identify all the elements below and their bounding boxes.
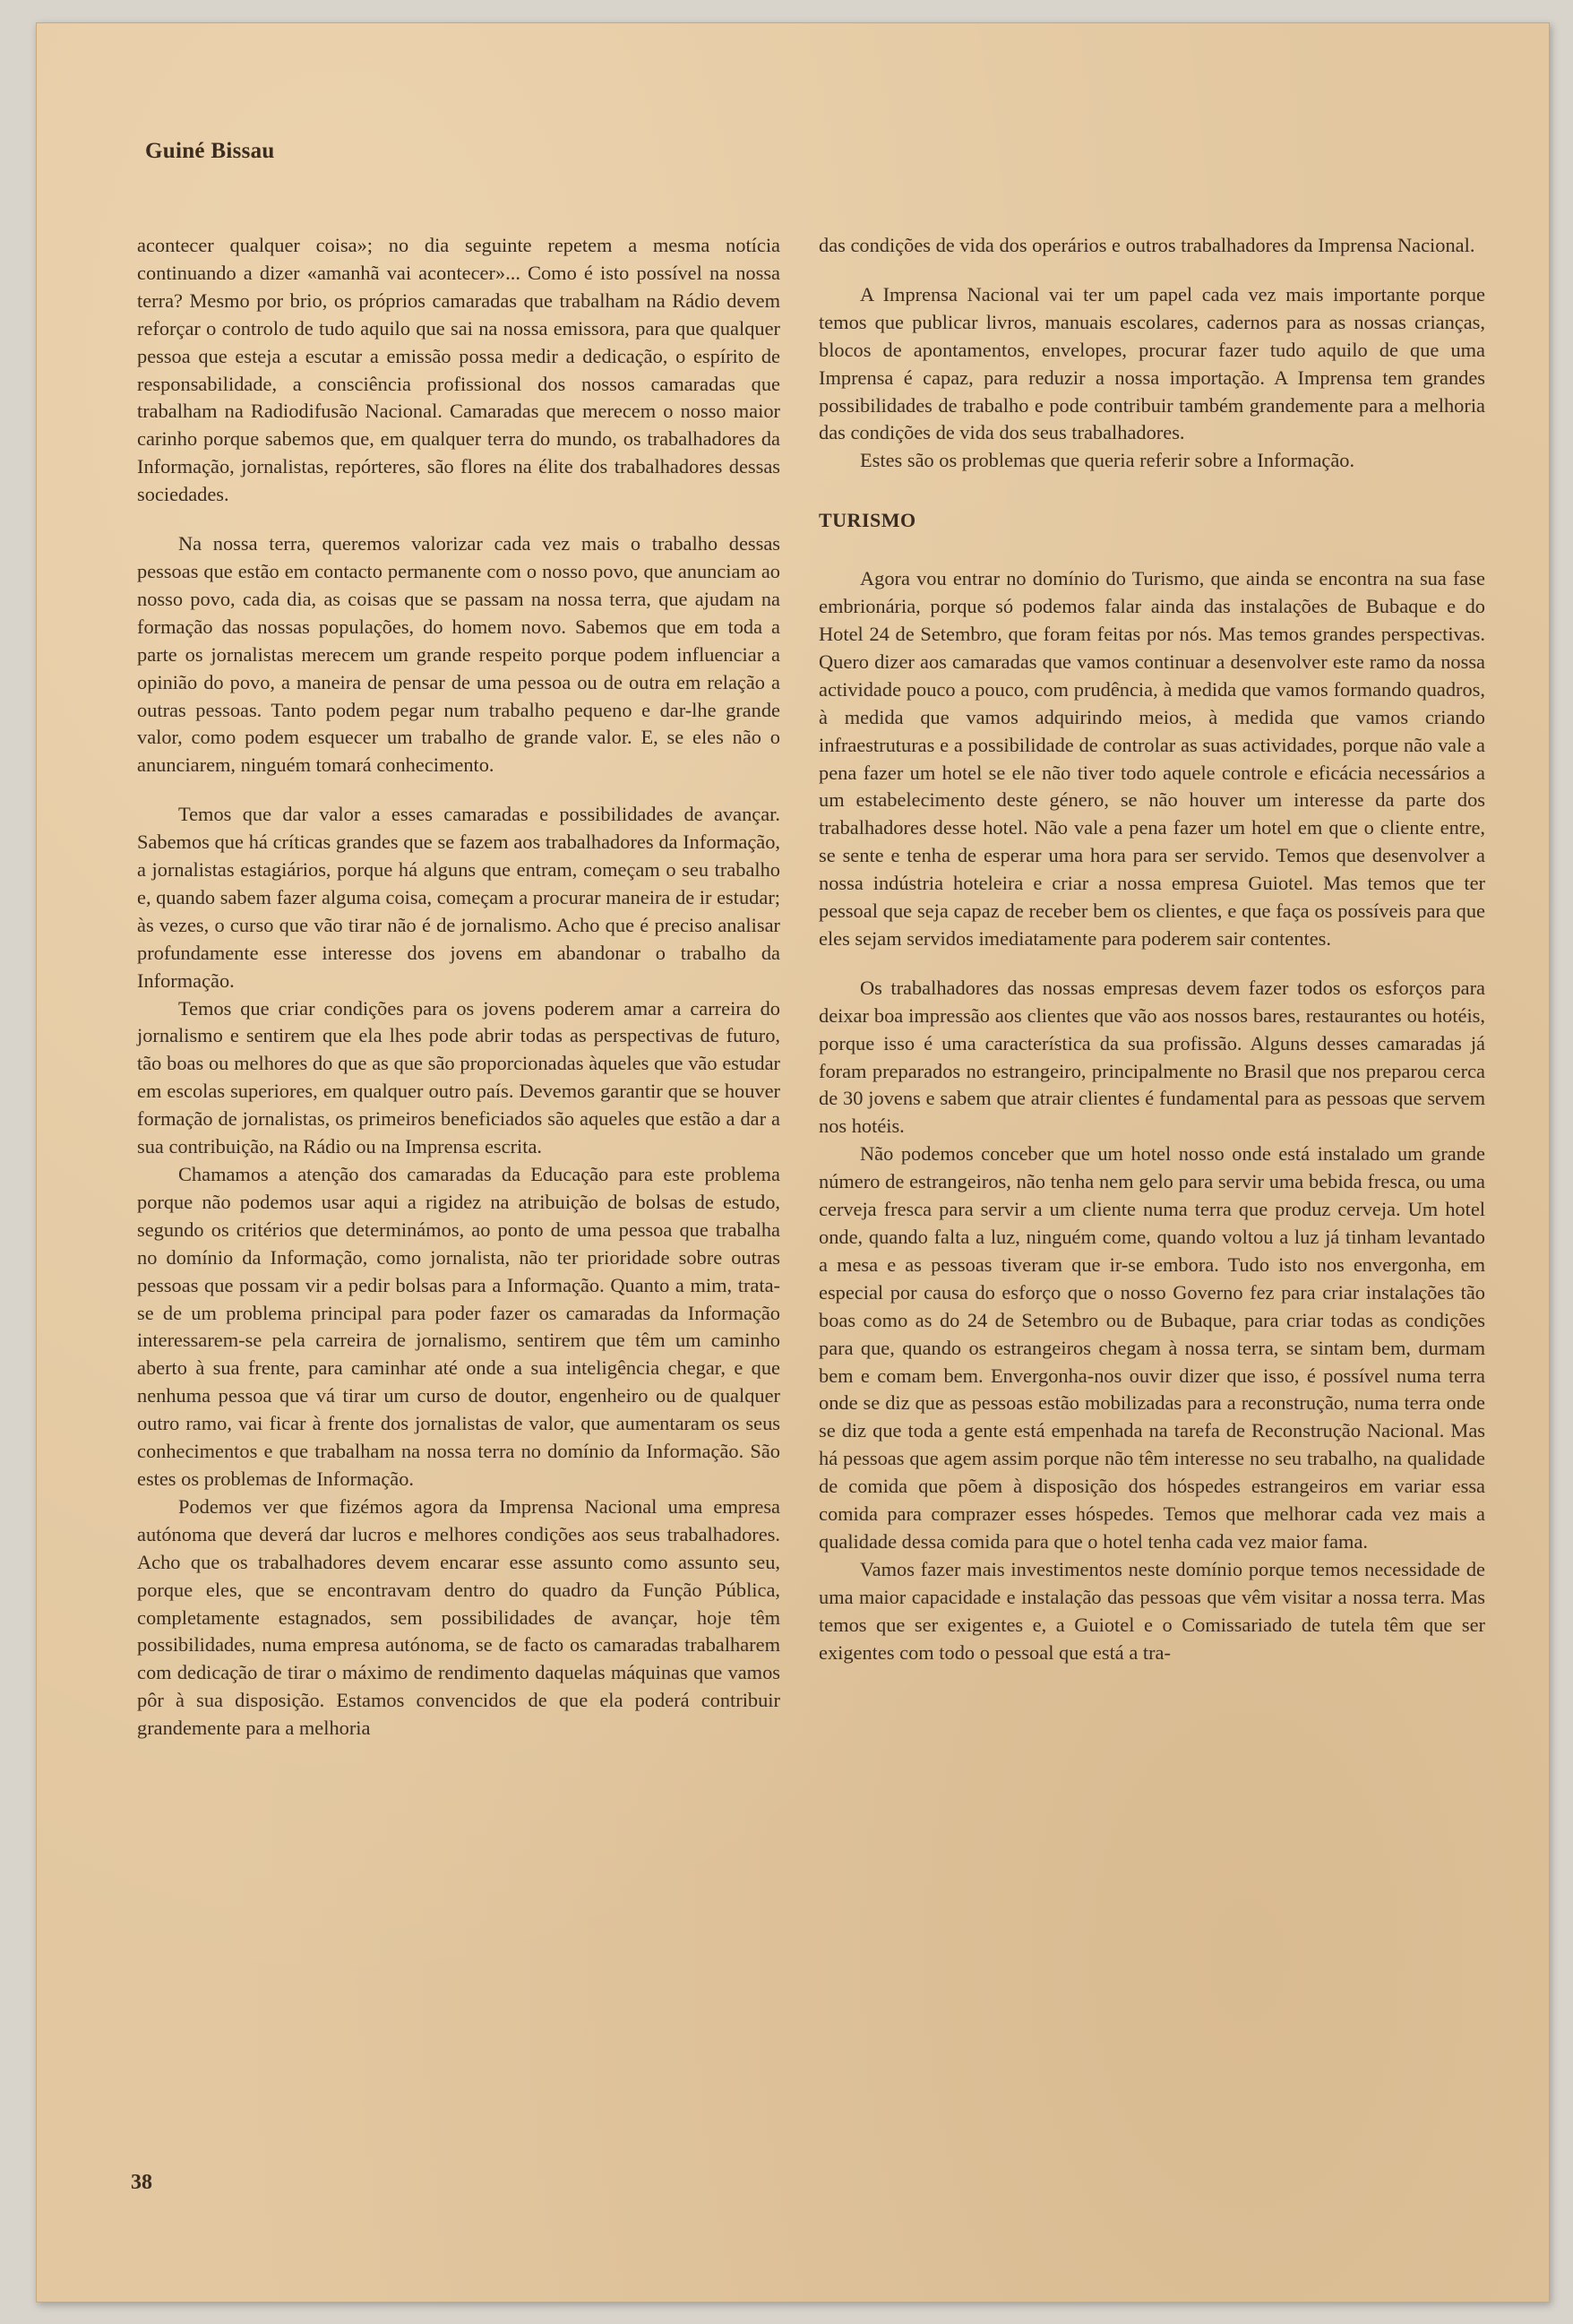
paragraph: acontecer qualquer coisa»; no dia seguinte repetem a mesma notícia continuando a dizer «amanhã vai acontecer»... Como é isto possível na nossa terra? Mesmo por brio, os próprios camaradas que trabalham na Rádio devem reforçar o controlo de tudo aquilo que sai na nossa emissora, para que qualquer pessoa que esteja a escutar a emissão possa medir a dedicação, o espírito de responsabilidade, a consciência profissional dos nossos camaradas que trabalham na Radiodifusão Nacional. Camaradas que merecem o nosso maior carinho porque sabemos que, em qualquer terra do mundo, os trabalhadores da Informação, jornalistas, repórteres, são flores na élite dos trabalhadores dessas sociedades.	[137, 234, 780, 506]
paragraph: Temos que dar valor a esses camaradas e possibilidades de avançar. Sabemos que há críticas grandes que se fazem aos trabalhadores da Informação, a jornalistas estagiários, porque há alguns que entram, começam o seu trabalho e, quando sabem fazer alguma coisa, começam a procurar maneira de ir estudar; às vezes, o curso que vão tirar não é de jornalismo. Acho que é preciso analisar profundamente esse interesse dos jovens em abandonar o trabalho da Informação.	[137, 803, 780, 992]
paragraph: Na nossa terra, queremos valorizar cada vez mais o trabalho dessas pessoas que estão em contacto permanente com o nosso povo, que anunciam ao nosso povo, cada dia, as coisas que se passam na nossa terra, que ajudam na formação das nossas populações, do homem novo. Sabemos que em toda a parte os jornalistas merecem um grande respeito porque podem influenciar a opinião do povo, a maneira de pensar de uma pessoa ou de outra em relação a outras pessoas. Tanto podem pegar num trabalho pequeno e dar-lhe grande valor, como podem esquecer um trabalho de grande valor. E, se eles não o anunciarem, ninguém tomará conhecimento.	[137, 532, 780, 777]
paragraph: Agora vou entrar no domínio do Turismo, que ainda se encontra na sua fase embrionária, porque só podemos falar ainda das instalações de Bubaque e do Hotel 24 de Setembro, que foram feitas por nós. Mas temos grandes perspectivas. Quero dizer aos camaradas que vamos continuar a desenvolver este ramo da nossa actividade pouco a pouco, com prudência, à medida que vamos formando quadros, à medida que vamos adquirindo meios, à medida que vamos criando infraestruturas e a possibilidade de controlar as suas actividades, porque não vale a pena fazer um hotel se ele não tiver todo aquele controle e eficácia necessários a um estabelecimento deste género, se não houver um interesse da parte dos trabalhadores desse hotel. Não vale a pena fazer um hotel em que o cliente entre, se sente e tenha de esperar uma hora para ser servido. Temos que desenvolver a nossa indústria hoteleira e criar a nossa empresa Guiotel. Mas temos que ter pessoal que seja capaz de receber bem os clientes, e que faça os possíveis para que eles sejam servidos imediatamente para poderem sair contentes.	[819, 567, 1485, 950]
paragraph: Temos que criar condições para os jovens poderem amar a carreira do jornalismo e sentirem que ela lhes pode abrir todas as perspectivas de futuro, tão boas ou melhores do que as que são proporcionadas àqueles que vão estudar em escolas superiores, em qualquer outro país. Devemos garantir que se houver formação de jornalistas, os primeiros beneficiados são aqueles que estão a dar a sua contribuição, na Rádio ou na Imprensa escrita.	[137, 996, 780, 1158]
paragraph: Vamos fazer mais investimentos neste domínio porque temos necessidade de uma maior capacidade e instalação das pessoas que vêm visitar a nossa terra. Mas temos que ser exigentes e, a Guiotel e o Comissariado de tutela têm que ser exigentes com todo o pessoal que está a tra-	[819, 1557, 1485, 1664]
magazine-page	[36, 22, 1550, 2302]
paragraph: Não podemos conceber que um hotel nosso onde está instalado um grande número de estrangeiros, não tenha nem gelo para servir uma bebida fresca, ou uma cerveja fresca para servir a um cliente numa terra que produz cerveja. Um hotel onde, quando falta a luz, ninguém come, quando voltou a luz já tinham levantado a mesa e as pessoas tiveram que ir-se embora. Tudo isto nos envergonha, em especial por causa do esforço que o nosso Governo fez para criar instalações tão boas como as do 24 de Setembro ou de Bubaque, para criar todas as condições para que, quando os estrangeiros chegam à nossa terra, se sintam bem, durmam bem e comam bem. Envergonha-nos ouvir dizer que isso, é possível numa terra onde se diz que as pessoas estão mobilizadas para a reconstrução, numa terra onde se diz que toda a gente está empenhada na tarefa de Reconstrução Nacional. Mas há pessoas que agem assim porque não têm interesse no seu trabalho, na qualidade de comida que põem à disposição dos hóspedes estrangeiros em variar essa comida para comprazer esses hóspedes. Temos que melhorar cada vez mais a qualidade dessa comida para que o hotel tenha cada vez maior fama.	[819, 1142, 1485, 1553]
paragraph: Chamamos a atenção dos camaradas da Educação para este problema porque não podemos usar aqui a rigidez na atribuição de bolsas de estudo, segundo os critérios que determinámos, ao ponto de uma pessoa que trabalha no domínio da Informação, como jornalista, não ter prioridade sobre outras pessoas que possam vir a pedir bolsas para a Informação. Quanto a mim, trata-se de um problema principal para poder fazer os camaradas da Informação interessarem-se pela carreira de jornalismo, sentirem que têm um caminho aberto à sua frente, para caminhar até onde a sua inteligência chegar, e que nenhuma pessoa que vá tirar um curso de doutor, engenheiro ou de qualquer outro ramo, vai ficar à frente dos jornalistas de valor, que aumentaram os seus conhecimentos e que trabalham na nossa terra no domínio da Informação. São estes os problemas de Informação.	[137, 1163, 780, 1490]
left-text-column	[137, 232, 780, 1743]
right-text-column	[819, 232, 1485, 1667]
page-number: 38	[131, 2171, 152, 2194]
section-heading-turismo: TURISMO	[819, 509, 916, 532]
paragraph: Os trabalhadores das nossas empresas devem fazer todos os esforços para deixar boa impressão aos clientes que vão aos nossos bares, restaurantes ou hotéis, porque isso é uma característica da sua profissão. Alguns desses camaradas já foram preparados no estrangeiro, principalmente no Brasil que nos preparou cerca de 30 jovens e sabem que atrair clientes é fundamental para as pessoas que servem nos hotéis.	[819, 976, 1485, 1138]
running-header: Guiné Bissau	[145, 139, 275, 163]
paragraph: Podemos ver que fizémos agora da Imprensa Nacional uma empresa autónoma que deverá dar lucros e melhores condições aos seus trabalhadores. Acho que os trabalhadores devem encarar esse assunto como assunto seu, porque eles, que se encontravam dentro do quadro da Função Pública, completamente estagnados, sem possibilidades de avançar, hoje têm possibilidades, numa empresa autónoma, se de facto os camaradas trabalharem com dedicação de tirar o máximo de rendimento daquelas máquinas que vamos pôr à sua disposição. Estamos convencidos de que ela poderá contribuir grandemente para a melhoria	[137, 1494, 780, 1740]
paragraph: A Imprensa Nacional vai ter um papel cada vez mais importante porque temos que publicar livros, manuais escolares, cadernos para as nossas crianças, blocos de apontamentos, envelopes, procurar fazer tudo aquilo de que uma Imprensa é capaz, para reduzir a nossa importação. A Imprensa tem grandes possibilidades de trabalho e pode contribuir também grandemente para a melhoria das condições de vida dos seus trabalhadores.	[819, 282, 1485, 444]
paragraph: das condições de vida dos operários e outros trabalhadores da Imprensa Nacional.	[819, 234, 1475, 256]
paragraph: Estes são os problemas que queria referir sobre a Informação.	[860, 449, 1355, 472]
